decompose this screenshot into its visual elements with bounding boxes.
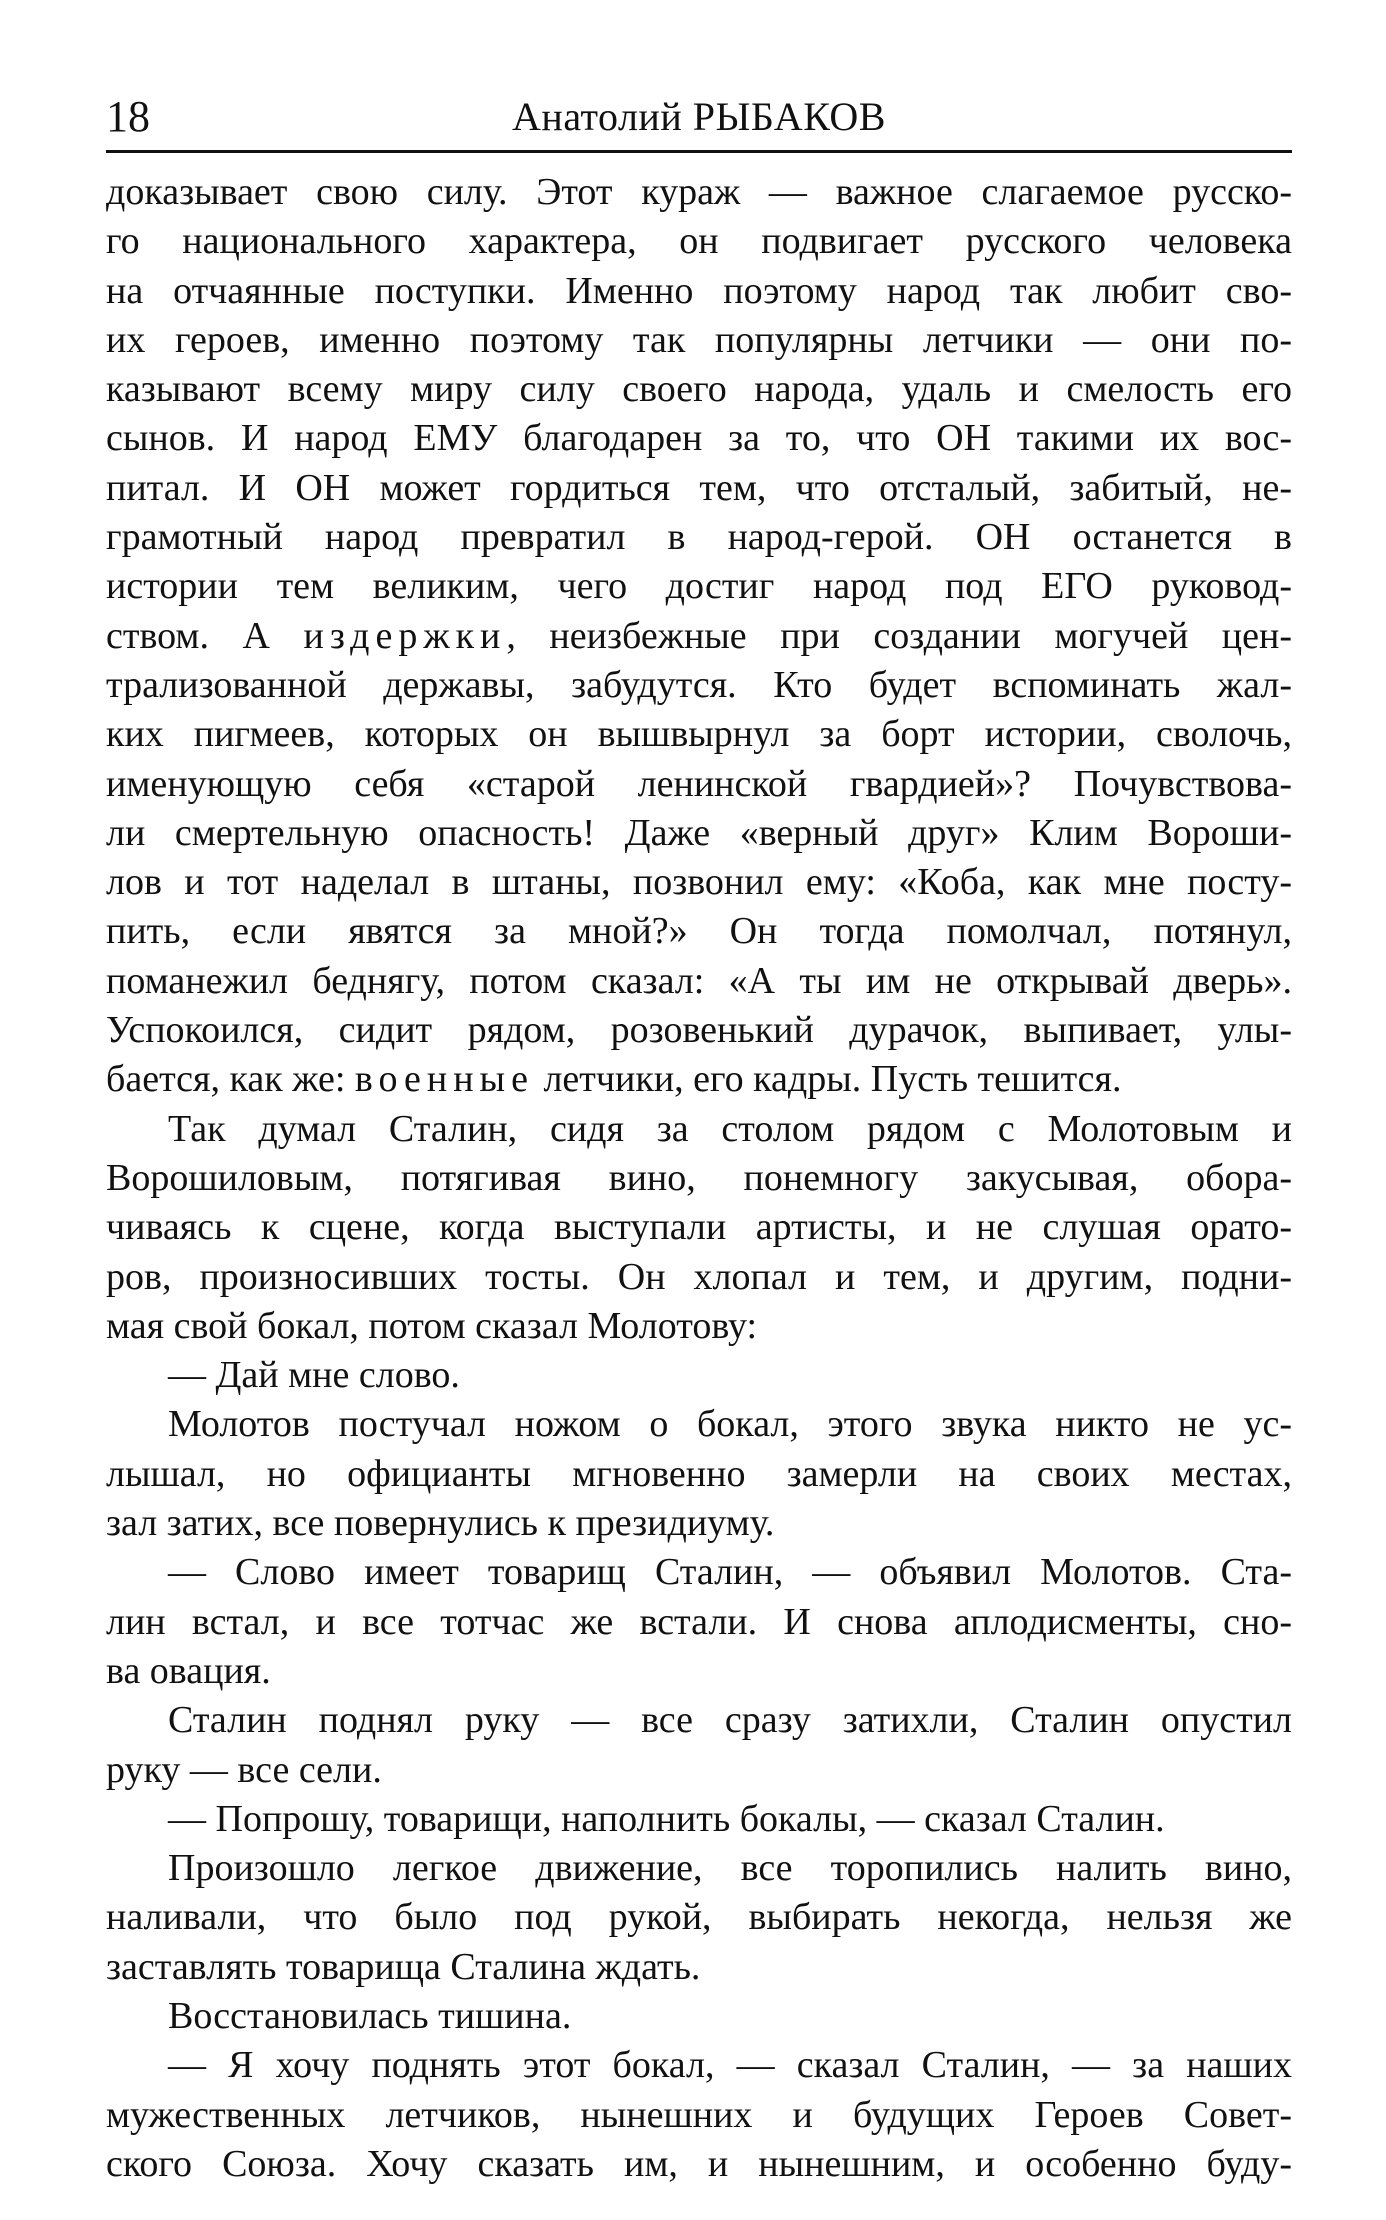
text-line: именующую себя «старой ленинской гвардией»? Почувствова- [106,762,1292,805]
text-line: Так думал Сталин, сидя за столом рядом с Молотовым и [168,1107,1292,1150]
text-line: заставлять товарища Сталина ждать. [106,1945,701,1988]
text-line: питал. И ОН может гордиться тем, что отсталый, забитый, не- [106,466,1292,509]
text-line [106,612,1292,661]
text-line: грамотный народ превратил в народ-герой. ОН останется в [106,516,1292,559]
text-line: доказывает свою силу. Этот кураж — важное слагаемое русско- [106,171,1292,213]
text-line: ких пигмеев, которых он вышвырнул за борт истории, сволочь, [106,713,1292,756]
text-line: Произошло легкое движение, все торопились налить вино, [168,1847,1292,1890]
page-number: 18 [106,92,150,141]
text-line: казывают всему миру силу своего народа, удаль и смелость его [106,368,1292,411]
text-line: Восстановилась тишина. [168,1994,572,2037]
text-line: — Я хочу поднять этот бокал, — сказал Сталин, — за наших [168,2044,1292,2087]
text-line: чиваясь к сцене, когда выступали артисты, и не слушая орато- [106,1206,1292,1249]
text-line: Сталин поднял руку — все сразу затихли, Сталин опустил [168,1699,1292,1742]
page-header [106,86,1292,146]
text-line: ского Союза. Хочу сказать им, и нынешним, и особенно буду- [106,2142,1292,2185]
text-segment: летчики, его кадры. Пусть тешится. [543,1058,1122,1101]
text-line: трализованной державы, забудутся. Кто будет вспоминать жал- [106,663,1292,706]
text-segment: бается, как же: [106,1058,346,1101]
text-line: — Дай мне слово. [168,1354,460,1397]
text-line: истории тем великим, чего достиг народ под ЕГО руковод- [106,565,1292,608]
text-line: го национального характера, он подвигает русского человека [106,220,1292,263]
text-line: их героев, именно поэтому так популярны летчики — они по- [106,318,1292,361]
text-line: ва овация. [106,1649,271,1692]
body-text [106,168,1292,2189]
text-line: лов и тот наделал в штаны, позвонил ему: «Коба, как мне посту- [106,861,1292,904]
text-line: ли смертельную опасность! Даже «верный друг» Клим Вороши- [106,811,1292,854]
running-title: Анатолий РЫБАКОВ [512,94,886,139]
text-line [106,1055,1292,1104]
header-rule [106,150,1292,153]
text-line: Молотов постучал ножом о бокал, этого звука никто не ус- [168,1403,1292,1446]
text-line: наливали, что было под рукой, выбирать некогда, нельзя же [106,1896,1292,1939]
text-line: на отчаянные поступки. Именно поэтому народ так любит сво- [106,269,1292,312]
text-segment: ством. А [106,614,270,657]
text-line: — Попрошу, товарищи, наполнить бокалы, — сказал Сталин. [168,1797,1165,1840]
text-line: мужественных летчиков, нынешних и будущих Героев Совет- [106,2093,1292,2136]
text-line: поманежил беднягу, потом сказал: «А ты им не открывай дверь». [106,959,1292,1002]
text-line: — Слово имеет товарищ Сталин, — объявил Молотов. Ста- [168,1551,1292,1594]
text-line: лышал, но официанты мгновенно замерли на своих местах, [106,1452,1292,1495]
text-line: мая свой бокал, потом сказал Молотову: [106,1304,758,1347]
text-line: сынов. И народ ЕМУ благодарен за то, что ОН такими их вос- [106,417,1292,460]
spaced-emphasis: военные [354,1058,534,1101]
text-line: руку — все сели. [106,1748,382,1791]
text-line: ров, произносивших тосты. Он хлопал и тем, и другим, подни- [106,1255,1292,1298]
text-line: Ворошиловым, потягивая вино, понемногу закусывая, обора- [106,1156,1292,1199]
text-line: лин встал, и все тотчас же встали. И снова аплодисменты, сно- [106,1600,1292,1643]
text-line: зал затих, все повернулись к президиуму. [106,1502,775,1545]
text-line: пить, если явятся за мной?» Он тогда помолчал, потянул, [106,910,1292,953]
text-segment: , неизбежные при создании могучей цен- [506,614,1292,657]
text-line: Успокоился, сидит рядом, розовенький дурачок, выпивает, улы- [106,1009,1292,1052]
spaced-emphasis: издержки [303,614,507,657]
